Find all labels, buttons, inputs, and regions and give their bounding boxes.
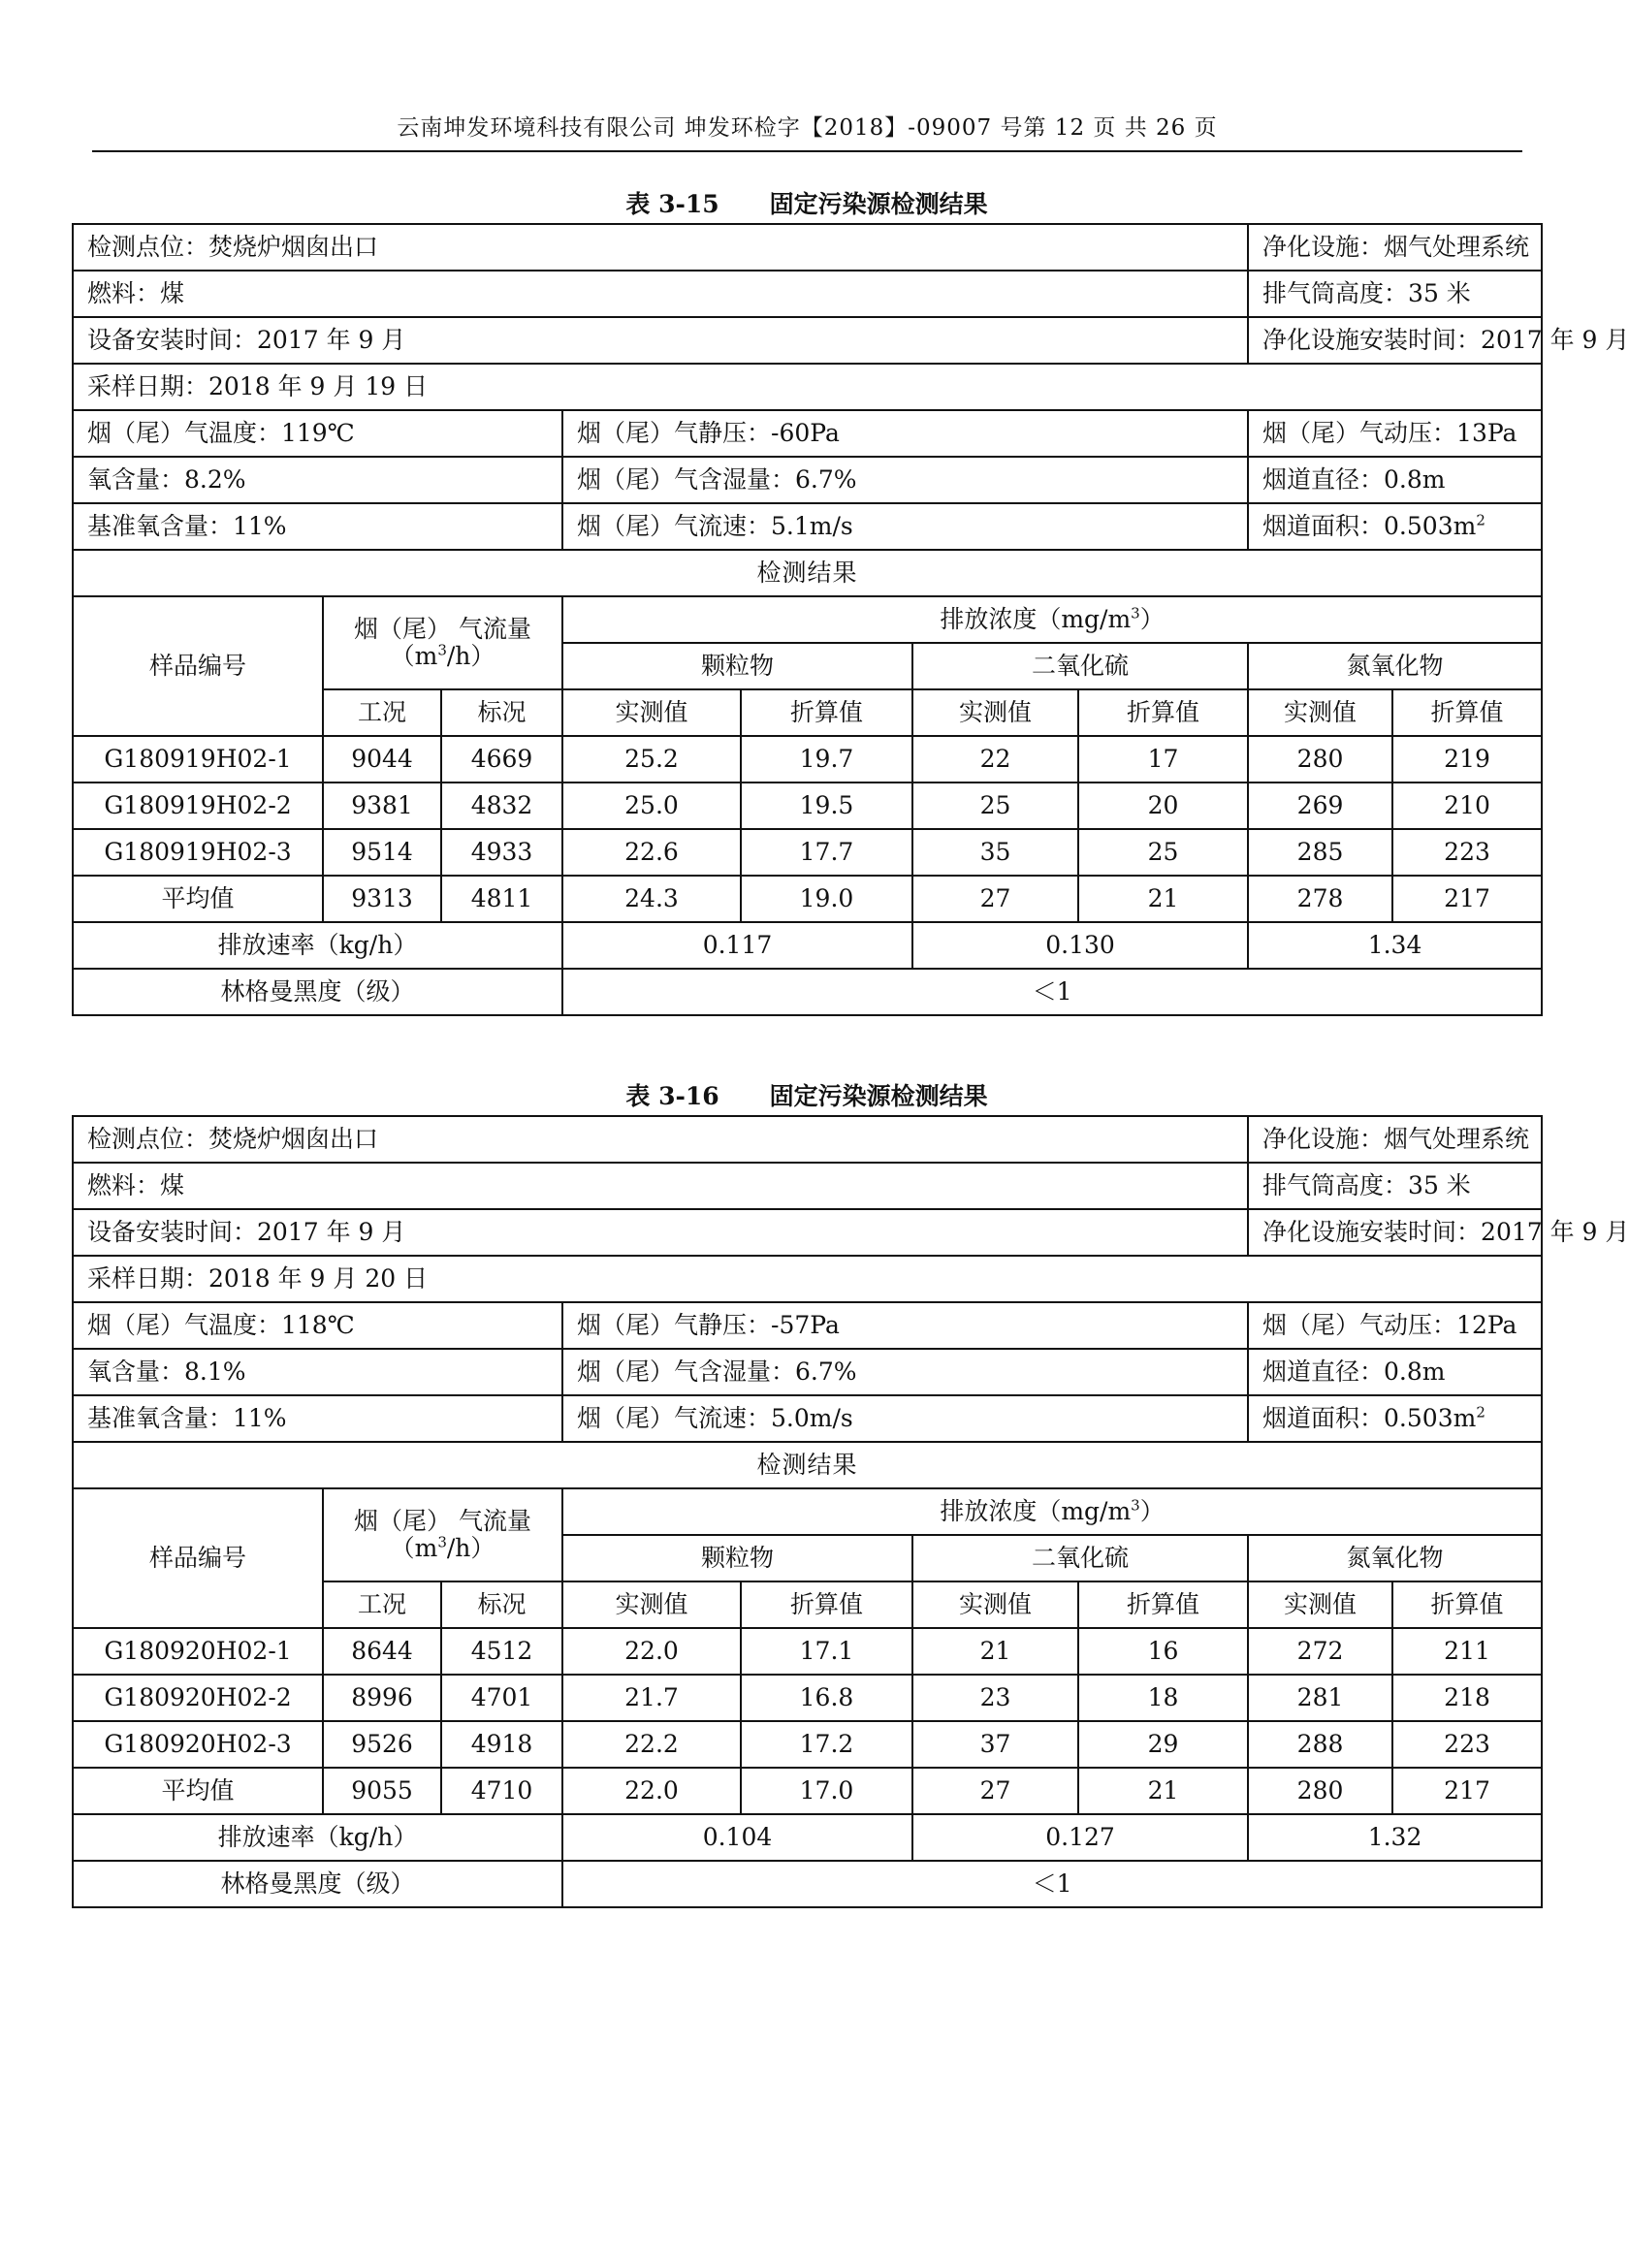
- col-working-condition: 工况: [323, 689, 441, 736]
- col-measured: 实测值: [562, 689, 741, 736]
- flue-gas-moisture: 烟（尾）气含湿量：6.7%: [562, 457, 1248, 503]
- sampling-date: 采样日期：2018 年 9 月 20 日: [73, 1256, 1542, 1302]
- flue-gas-velocity: 烟（尾）气流速：5.0m/s: [562, 1395, 1248, 1442]
- col-flow-rate: [323, 596, 562, 689]
- flue-area: [1248, 1395, 1542, 1442]
- table-row: G180920H02-1 8644 4512 22.0 17.1 21 16 272 211: [73, 1628, 1542, 1675]
- monitoring-point: 检测点位：焚烧炉烟囱出口: [73, 224, 1248, 271]
- flue-area-value: 烟道面积：0.503m: [1262, 1404, 1477, 1432]
- col-flow-rate: [323, 1488, 562, 1581]
- table-caption: [73, 1079, 1541, 1114]
- emission-rate-particulate: 0.104: [562, 1814, 912, 1861]
- flue-gas-moisture: 烟（尾）气含湿量：6.7%: [562, 1349, 1248, 1395]
- oxygen-content: 氧含量：8.2%: [73, 457, 562, 503]
- col-converted: 折算值: [741, 689, 912, 736]
- flue-gas-static-pressure: 烟（尾）气静压：-60Pa: [562, 410, 1248, 457]
- sampling-date: 采样日期：2018 年 9 月 19 日: [73, 364, 1542, 410]
- ringelmann-label: 林格曼黑度（级）: [73, 969, 562, 1015]
- flue-gas-dynamic-pressure: 烟（尾）气动压：12Pa: [1248, 1302, 1542, 1349]
- fuel: 燃料：煤: [73, 271, 1248, 317]
- emission-rate-label: 排放速率（kg/h）: [73, 922, 562, 969]
- col-standard-condition: 标况: [441, 689, 562, 736]
- col-nox: 氮氧化物: [1248, 643, 1542, 689]
- table-title: 固定污染源检测结果: [769, 190, 988, 218]
- reference-oxygen: 基准氧含量：11%: [73, 1395, 562, 1442]
- col-converted: 折算值: [1078, 689, 1248, 736]
- emission-rate-nox: 1.32: [1248, 1814, 1542, 1861]
- table-number: 表 3-15: [625, 190, 719, 218]
- col-concentration: 排放浓度$(mg/m^3)$: [562, 596, 1542, 643]
- col-converted: 折算值: [1078, 1581, 1248, 1628]
- col-particulate: 颗粒物: [562, 643, 912, 689]
- table-caption: [73, 187, 1541, 222]
- emission-table: [72, 223, 1629, 1016]
- ringelmann-value: ＜1: [562, 969, 1542, 1015]
- flow-rate-unit: $(m^3/h)$: [390, 1533, 495, 1562]
- col-measured: 实测值: [912, 689, 1078, 736]
- purification-facility: 净化设施：烟气处理系统: [1248, 224, 1542, 271]
- flow-rate-label: 烟（尾） 气流量: [354, 615, 531, 643]
- ringelmann-value: ＜1: [562, 1861, 1542, 1907]
- table-row: G180919H02-3 9514 4933 22.6 17.7 35 25 285 223: [73, 829, 1542, 876]
- emission-rate-so2: 0.130: [912, 922, 1248, 969]
- equipment-install-time: 设备安装时间：2017 年 9 月: [73, 317, 1248, 364]
- table-row: G180919H02-1 9044 4669 25.2 19.7 22 17 280 219: [73, 736, 1542, 783]
- flue-area-value: 烟道面积：0.503m: [1262, 512, 1477, 540]
- emission-rate-nox: 1.34: [1248, 922, 1542, 969]
- equipment-install-time: 设备安装时间：2017 年 9 月: [73, 1209, 1248, 1256]
- emission-rate-so2: 0.127: [912, 1814, 1248, 1861]
- purification-facility: 净化设施：烟气处理系统: [1248, 1116, 1542, 1163]
- stack-height: 排气筒高度：35 米: [1248, 271, 1542, 317]
- emission-rate-label: 排放速率（kg/h）: [73, 1814, 562, 1861]
- col-measured: 实测值: [912, 1581, 1078, 1628]
- purifier-install-time: 净化设施安装时间：2017 年 9 月: [1248, 1209, 1542, 1256]
- monitoring-point: 检测点位：焚烧炉烟囱出口: [73, 1116, 1248, 1163]
- col-measured: 实测值: [1248, 689, 1392, 736]
- col-sample-no: 样品编号: [73, 1488, 323, 1628]
- col-converted: 折算值: [741, 1581, 912, 1628]
- page-header: 云南坤发环境科技有限公司 坤发环检字【2018】-09007 号第 12 页 共 26 页: [397, 115, 1218, 141]
- flow-rate-unit: $(m^3/h)$: [390, 641, 495, 670]
- table-row: G180920H02-2 8996 4701 21.7 16.8 23 18 281 218: [73, 1675, 1542, 1721]
- table-title: 固定污染源检测结果: [769, 1082, 988, 1110]
- fuel: 燃料：煤: [73, 1163, 1248, 1209]
- flue-area-exponent: 2: [1476, 511, 1485, 529]
- oxygen-content: 氧含量：8.1%: [73, 1349, 562, 1395]
- col-measured: 实测值: [562, 1581, 741, 1628]
- ringelmann-label: 林格曼黑度（级）: [73, 1861, 562, 1907]
- flue-gas-velocity: 烟（尾）气流速：5.1m/s: [562, 503, 1248, 550]
- table-row: G180919H02-2 9381 4832 25.0 19.5 25 20 269 210: [73, 783, 1542, 829]
- average-row: 平均值 9055 4710 22.0 17.0 27 21 280 217: [73, 1768, 1542, 1814]
- results-title: 检测结果: [73, 550, 1542, 596]
- col-converted: 折算值: [1392, 689, 1542, 736]
- col-concentration: 排放浓度$(mg/m^3)$: [562, 1488, 1542, 1535]
- ringelmann-row: [73, 1861, 1542, 1907]
- reference-oxygen: 基准氧含量：11%: [73, 503, 562, 550]
- flue-gas-temperature: 烟（尾）气温度：119℃: [73, 410, 562, 457]
- col-nox: 氮氧化物: [1248, 1535, 1542, 1581]
- emission-rate-row: [73, 1814, 1542, 1861]
- results-title: 检测结果: [73, 1442, 1542, 1488]
- flue-diameter: 烟道直径：0.8m: [1248, 457, 1542, 503]
- col-sample-no: 样品编号: [73, 596, 323, 736]
- purifier-install-time: 净化设施安装时间：2017 年 9 月: [1248, 317, 1542, 364]
- flue-gas-static-pressure: 烟（尾）气静压：-57Pa: [562, 1302, 1248, 1349]
- table-number: 表 3-16: [625, 1082, 719, 1110]
- col-measured: 实测值: [1248, 1581, 1392, 1628]
- stack-height: 排气筒高度：35 米: [1248, 1163, 1542, 1209]
- col-working-condition: 工况: [323, 1581, 441, 1628]
- flue-area-exponent: 2: [1476, 1403, 1485, 1421]
- emission-table: [72, 1115, 1629, 1908]
- header-rule: [92, 150, 1522, 152]
- col-converted: 折算值: [1392, 1581, 1542, 1628]
- col-standard-condition: 标况: [441, 1581, 562, 1628]
- average-row: 平均值 9313 4811 24.3 19.0 27 21 278 217: [73, 876, 1542, 922]
- emission-rate-row: [73, 922, 1542, 969]
- flue-diameter: 烟道直径：0.8m: [1248, 1349, 1542, 1395]
- flow-rate-label: 烟（尾） 气流量: [354, 1507, 531, 1535]
- emission-rate-particulate: 0.117: [562, 922, 912, 969]
- flue-area: [1248, 503, 1542, 550]
- flue-gas-dynamic-pressure: 烟（尾）气动压：13Pa: [1248, 410, 1542, 457]
- flue-gas-temperature: 烟（尾）气温度：118℃: [73, 1302, 562, 1349]
- col-particulate: 颗粒物: [562, 1535, 912, 1581]
- col-so2: 二氧化硫: [912, 643, 1248, 689]
- col-so2: 二氧化硫: [912, 1535, 1248, 1581]
- ringelmann-row: [73, 969, 1542, 1015]
- table-row: G180920H02-3 9526 4918 22.2 17.2 37 29 288 223: [73, 1721, 1542, 1768]
